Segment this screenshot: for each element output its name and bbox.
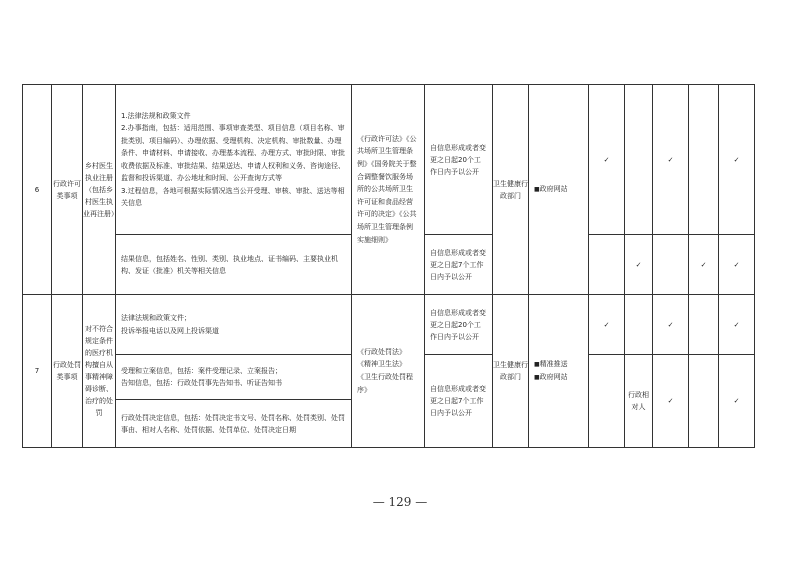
content-cell: 结果信息，包括姓名、性别、类别、执业地点、证书编码、主要执业机构、发证（批准）机关等相关信息	[116, 235, 352, 295]
time-limit-cell: 自信息形成或者变更之日起7个工作日内予以公开	[425, 235, 493, 295]
subject-cell: 乡村医生执业注册（包括乡村医生执业再注册）	[83, 85, 116, 295]
channel-cell: ■精准推送 ■政府网站	[529, 295, 589, 448]
dept-cell: 卫生健康行政部门	[493, 85, 529, 295]
checkmark-icon: ✓	[653, 355, 689, 448]
checkmark-icon: ✓	[653, 295, 689, 355]
channel-cell: ■政府网站	[529, 85, 589, 295]
content-cell: 行政处罚决定信息，包括：处罚决定书文号、处罚名称、处罚类别、处罚事由、相对人名称、处罚依据、处罚单位、处罚决定日期	[116, 400, 352, 448]
row-number: 7	[23, 295, 52, 448]
law-cell: 《行政许可法》《公共场所卫生管理条例》《国务院关于整合调整餐饮服务场所的公共场所卫生许可证和食品经营许可的决定》《公共场所卫生管理条例实施细则》	[352, 85, 425, 295]
dept-cell: 卫生健康行政部门	[493, 295, 529, 448]
row-number: 6	[23, 85, 52, 295]
content-cell: 受理和立案信息，包括：案件受理记录、立案报告； 告知信息，包括：行政处罚事先告知书、听证告知书	[116, 355, 352, 400]
subject-cell: 对不符合规定条件的医疗机构擅自从事精神障碍诊断、治疗的处罚	[83, 295, 116, 448]
empty-cell	[653, 235, 689, 295]
checkmark-icon: ✓	[625, 235, 653, 295]
empty-cell	[589, 235, 625, 295]
content-cell: 法律法规和政策文件； 投诉举报电话以及网上投诉渠道	[116, 295, 352, 355]
time-limit-cell: 自信息形成或者变更之日起7个工作日内予以公开	[425, 355, 493, 448]
square-bullet-icon: ■	[534, 186, 540, 193]
checkmark-icon: ✓	[719, 85, 755, 235]
checkmark-icon: ✓	[589, 85, 625, 235]
checkmark-icon: ✓	[719, 235, 755, 295]
disclosure-table	[22, 84, 755, 448]
content-cell: 1.法律法规和政策文件 2.办事指南，包括：适用范围、事项审查类型、项目信息（项目名称、审批类别、项目编码）、办理依据、受理机构、决定机构、审批数量、办理条件、申请材料、申请接收、办理基本流程、办理方式、审批时限、审批收费依据及标准、审批结果、结果送达、申请人权利和义务、咨询途径、监督和投诉渠道、办公地址和时间、公开查询方式等 3.过程信息，各地可根据实际情况选当公开受理、审核、审批、送达等相关信息	[116, 85, 352, 235]
checkmark-icon: ✓	[719, 355, 755, 448]
table-row	[23, 295, 755, 355]
square-bullet-icon: ■	[534, 361, 540, 368]
target-cell: 行政相对人	[625, 355, 653, 448]
time-limit-cell: 自信息形成或者变更之日起20个工作日内予以公开	[425, 295, 493, 355]
empty-cell	[689, 85, 719, 235]
checkmark-icon: ✓	[719, 295, 755, 355]
law-cell: 《行政处罚法》 《精神卫生法》 《卫生行政处罚程序》	[352, 295, 425, 448]
square-bullet-icon: ■	[534, 374, 540, 381]
time-limit-cell: 自信息形成或者变更之日起20个工作日内予以公开	[425, 85, 493, 235]
empty-cell	[689, 295, 719, 355]
category-cell: 行政处罚类事项	[52, 295, 83, 448]
category-cell: 行政许可类事项	[52, 85, 83, 295]
page-number: — 129 —	[372, 495, 428, 509]
empty-cell	[625, 85, 653, 235]
checkmark-icon: ✓	[689, 235, 719, 295]
table-row	[23, 85, 755, 235]
empty-cell	[589, 355, 625, 448]
empty-cell	[689, 355, 719, 448]
checkmark-icon: ✓	[653, 85, 689, 235]
empty-cell	[625, 295, 653, 355]
checkmark-icon: ✓	[589, 295, 625, 355]
